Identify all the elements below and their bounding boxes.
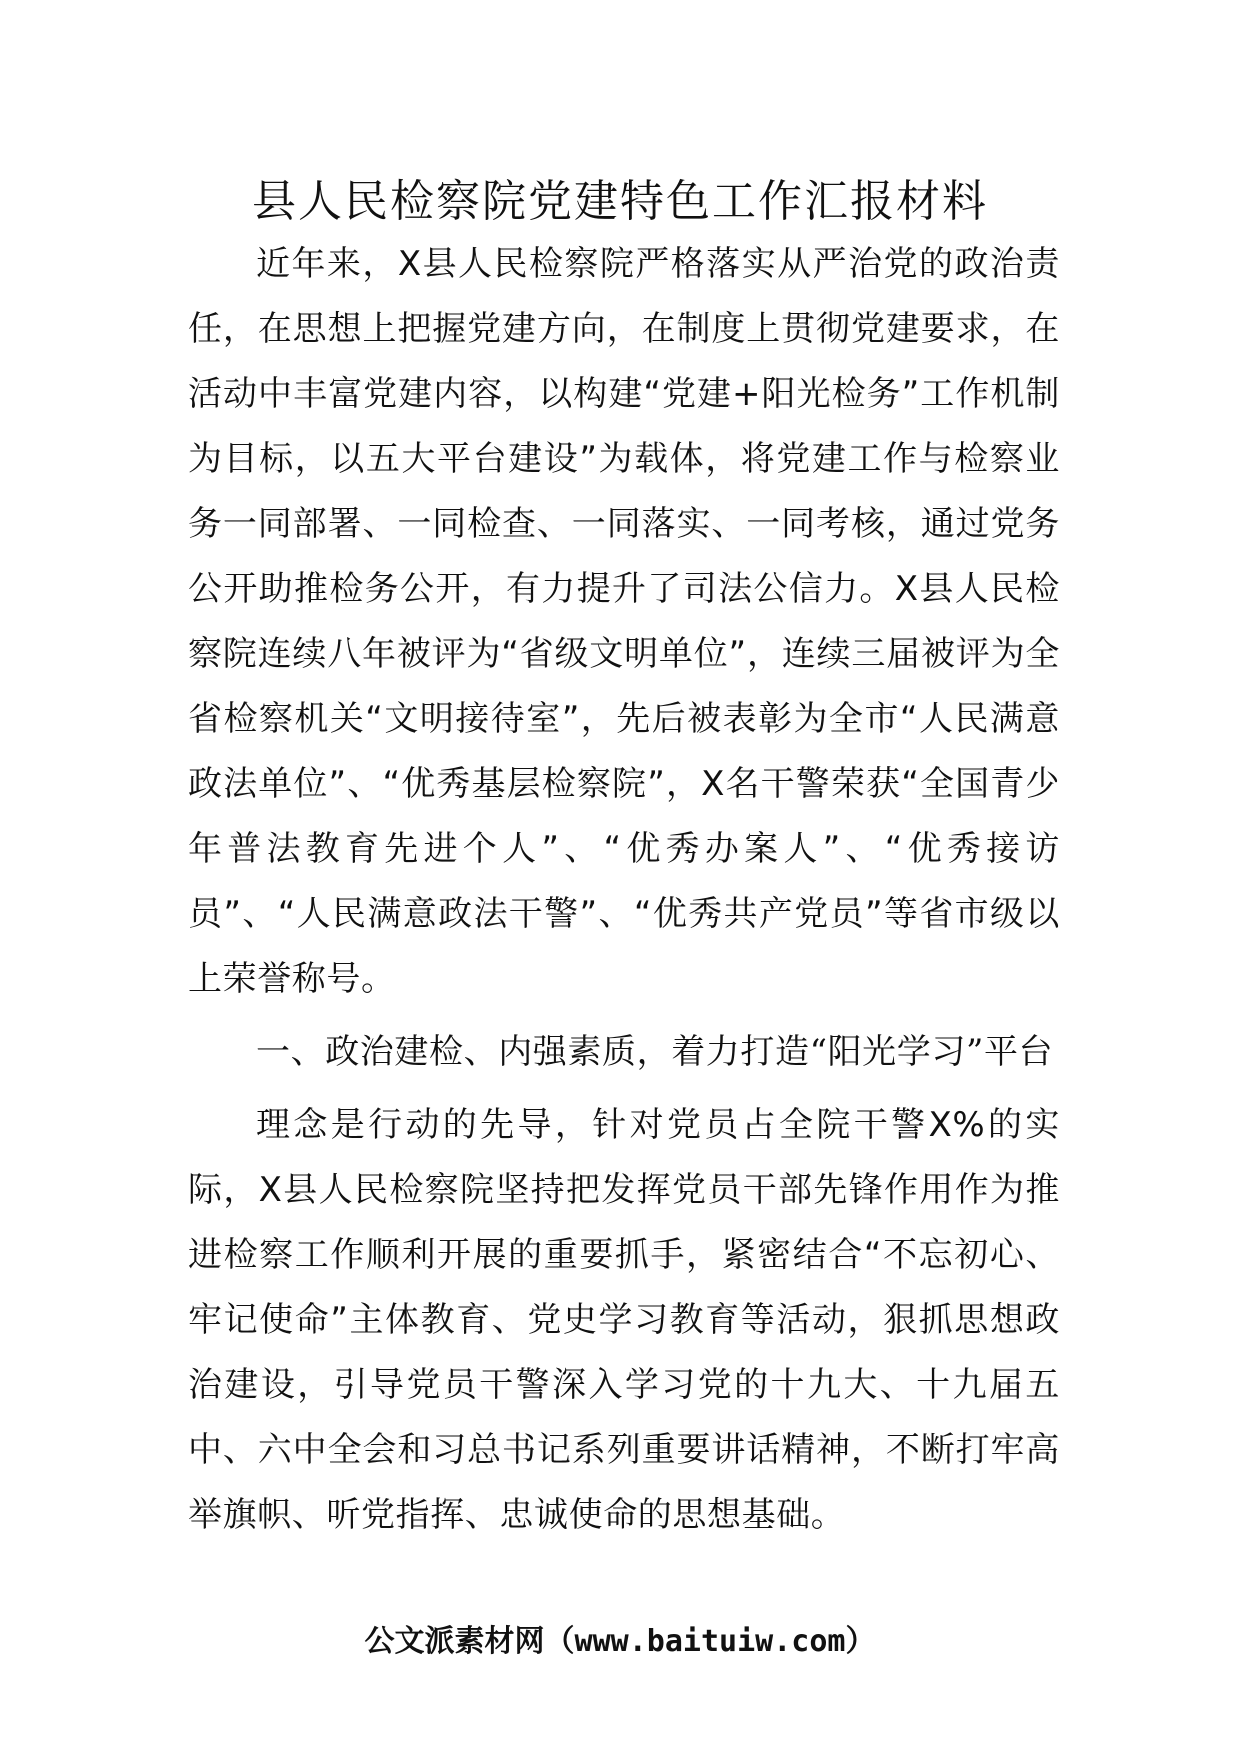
- document-title: 县人民检察院党建特色工作汇报材料: [252, 176, 988, 227]
- document-body: [188, 232, 1060, 1548]
- section-paragraph: 理念是行动的先导，针对党员占全院干警X%的实际，X县人民检察院坚持把发挥党员干部先锋作用作为推进检察工作顺利开展的重要抓手，紧密结合“不忘初心、牢记使命”主体教育、党史学习教育等活动，狠抓思想政治建设，引导党员干警深入学习党的十九大、十九届五中、六中全会和习总书记系列重要讲话精神，不断打牢高举旗帜、听党指挥、忠诚使命的思想基础。: [188, 1105, 1060, 1535]
- section-heading: 一、政治建检、内强素质，着力打造“阳光学习”平台: [256, 1032, 1054, 1072]
- footer-url: （www.baituiw.com）: [544, 1624, 876, 1659]
- footer-watermark: [0, 1620, 1240, 1664]
- intro-paragraph: 近年来，X县人民检察院严格落实从严治党的政治责任，在思想上把握党建方向，在制度上贯彻党建要求，在活动中丰富党建内容，以构建“党建+阳光检务”工作机制为目标，以五大平台建设”为载体，将党建工作与检察业务一同部署、一同检查、一同落实、一同考核，通过党务公开助推检务公开，有力提升了司法公信力。X县人民检察院连续八年被评为“省级文明单位”，连续三届被评为全省检察机关“文明接待室”，先后被表彰为全市“人民满意政法单位”、“优秀基层检察院”，X名干警荣获“全国青少年普法教育先进个人”、“优秀办案人”、“优秀接访员”、“人民满意政法干警”、“优秀共产党员”等省市级以上荣誉称号。: [188, 244, 1060, 999]
- footer-site-name: 公文派素材网: [364, 1624, 545, 1659]
